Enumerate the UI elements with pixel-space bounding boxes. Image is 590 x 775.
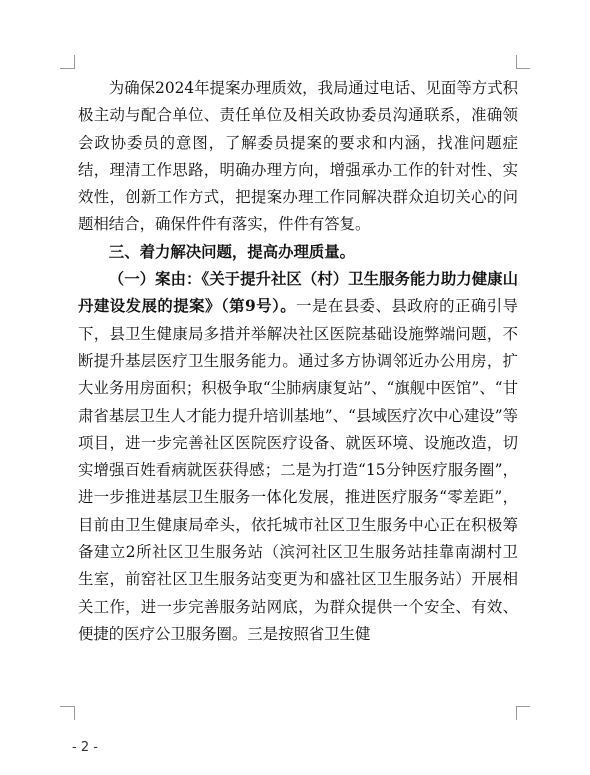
crop-mark-top-left	[74, 55, 75, 69]
crop-mark-bottom-right	[516, 706, 517, 720]
paragraph: 为确保2024年提案办理质效，我局通过电话、见面等方式积极主动与配合单位、责任单位及相关政协委员沟通联系，准确领会政协委员的意图，了解委员提案的要求和内涵，找准问题症结，理清工作思路，明确办理方向，增强承办工作的针对性、实效性，创新工作方式，把提案办理工作同解决群众迫切关心的问题相结合，确保件件有落实，件件有答复。	[78, 79, 518, 234]
case-body: 一是在县委、县政府的正确引导下，县卫生健康局多措并举解决社区医院基础设施弊端问题，不断提升基层医疗卫生服务能力。通过多方协调邻近办公用房，扩大业务用房面积；积极争取“尘肺病康复站”、“旗舰中医馆”、“甘肃省基层卫生人才能力提升培训基地”、“县域医疗次中心建设”等项目，进一步完善社区医院医疗设备、就医环境、设施改造，切实增强百姓看病就医获得感；二是为打造“15分钟医疗服务圈”，进一步推进基层卫生服务一体化发展，推进医疗服务“零差距”，目前由卫生健康局牵头，依托城市社区卫生服务中心正在积极筹备建立2所社区卫生服务站（滨河社区卫生服务站挂靠南湖村卫生室，前窑社区卫生服务站变更为和盛社区卫生服务站）开展相关工作，进一步完善服务站网底，为群众提供一个安全、有效、便捷的医疗公卫服务圈。三是按照省卫生健	[78, 297, 518, 643]
page-number: - 2 -	[72, 740, 98, 755]
crop-mark-bottom-left	[74, 706, 75, 720]
section-heading: 三、着力解决问题，提高办理质量。	[108, 242, 356, 261]
crop-mark-top-right	[516, 68, 530, 69]
document-body	[78, 75, 518, 648]
paragraph-case1	[78, 266, 518, 648]
case-title: （一）案由：《关于提升社区（村）卫生服务能力助力健康山丹建设发展的提案》（第9号）。	[78, 270, 518, 316]
crop-mark-bottom-left	[60, 706, 74, 707]
crop-mark-bottom-right	[516, 706, 530, 707]
crop-mark-top-right	[516, 55, 517, 69]
crop-mark-top-left	[60, 68, 74, 69]
